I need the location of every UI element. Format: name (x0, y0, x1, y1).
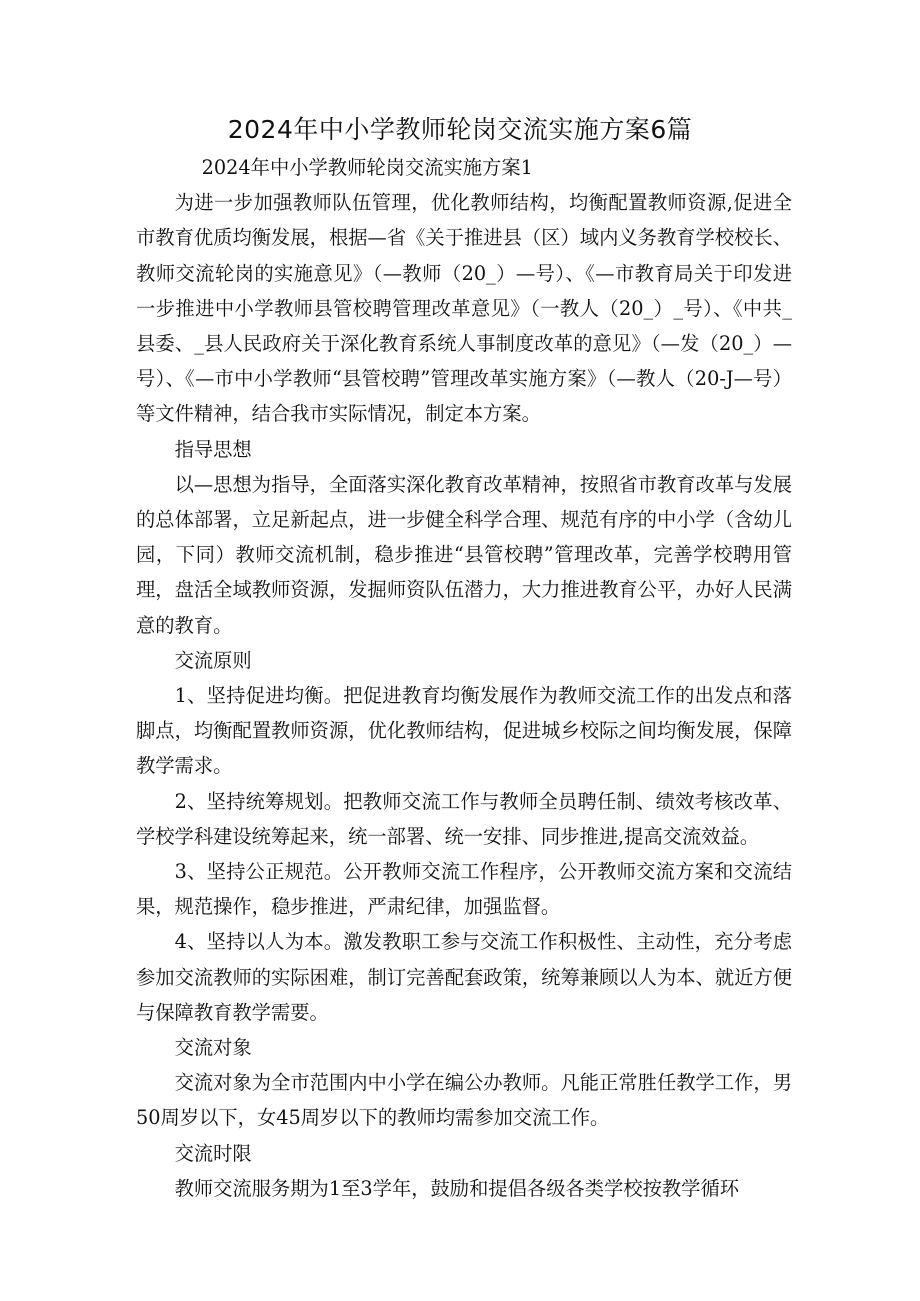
section-subtitle: 2024年中小学教师轮岗交流实施方案1 (201, 156, 533, 179)
guiding-paragraph: 以—思想为指导，全面落实深化教育改革精神，按照省市教育改革与发展的总体部署，立足新起点，进一步健全科学合理、规范有序的中小学（含幼儿园，下同）教师交流机制，稳步推进“县管校聘”管理改革，完善学校聘用管理，盘活全域教师资源，发掘师资队伍潜力，大力推进教育公平，办好人民满意的教育。 (136, 472, 792, 637)
targets-paragraph: 交流对象为全市范围内中小学在编公办教师。凡能正常胜任教学工作，男50周岁以下，女45周岁以下的教师均需参加交流工作。 (136, 1071, 792, 1130)
guiding-heading: 指导思想 (174, 437, 252, 461)
document-title: 2024年中小学教师轮岗交流实施方案6篇 (227, 115, 693, 144)
principle-2-paragraph: 2、坚持统筹规划。把教师交流工作与教师全员聘任制、绩效考核改革、学校学科建设统筹起来，统一部署、统一安排、同步推进,提高交流效益。 (136, 789, 792, 848)
principles-heading: 交流原则 (174, 648, 252, 672)
period-paragraph: 教师交流服务期为1至3学年，鼓励和提倡各级各类学校按教学循环 (174, 1176, 740, 1200)
targets-heading: 交流对象 (174, 1036, 252, 1060)
intro-paragraph: 为进一步加强教师队伍管理，优化教师结构，均衡配置教师资源,促进全市教育优质均衡发展，根据—省《关于推进县（区）域内义务教育学校校长、教师交流轮岗的实施意见》（—教师（20_）—号）、《—市教育局关于印发进一步推进中小学教师县管校聘管理改革意见》（一教人（20_）_号）、《中共_县委、_县人民政府关于深化教育系统人事制度改革的意见》（—发（20_）—号）、《—市中小学教师“县管校聘”管理改革实施方案》（—教人（20-J—号）等文件精神，结合我市实际情况，制定本方案。 (136, 191, 792, 426)
principle-3-paragraph: 3、坚持公正规范。公开教师交流工作程序，公开教师交流方案和交流结果，规范操作，稳步推进，严肃纪律，加强监督。 (136, 860, 792, 919)
principle-4-paragraph: 4、坚持以人为本。激发教职工参与交流工作积极性、主动性，充分考虑参加交流教师的实际困难，制订完善配套政策，统筹兼顾以人为本、就近方便与保障教育教学需要。 (136, 930, 792, 1024)
document-body (136, 150, 792, 1206)
period-heading: 交流时限 (174, 1141, 252, 1165)
principle-1-paragraph: 1、坚持促进均衡。把促进教育均衡发展作为教师交流工作的出发点和落脚点，均衡配置教师资源，优化教师结构，促进城乡校际之间均衡发展，保障教学需求。 (136, 684, 792, 778)
